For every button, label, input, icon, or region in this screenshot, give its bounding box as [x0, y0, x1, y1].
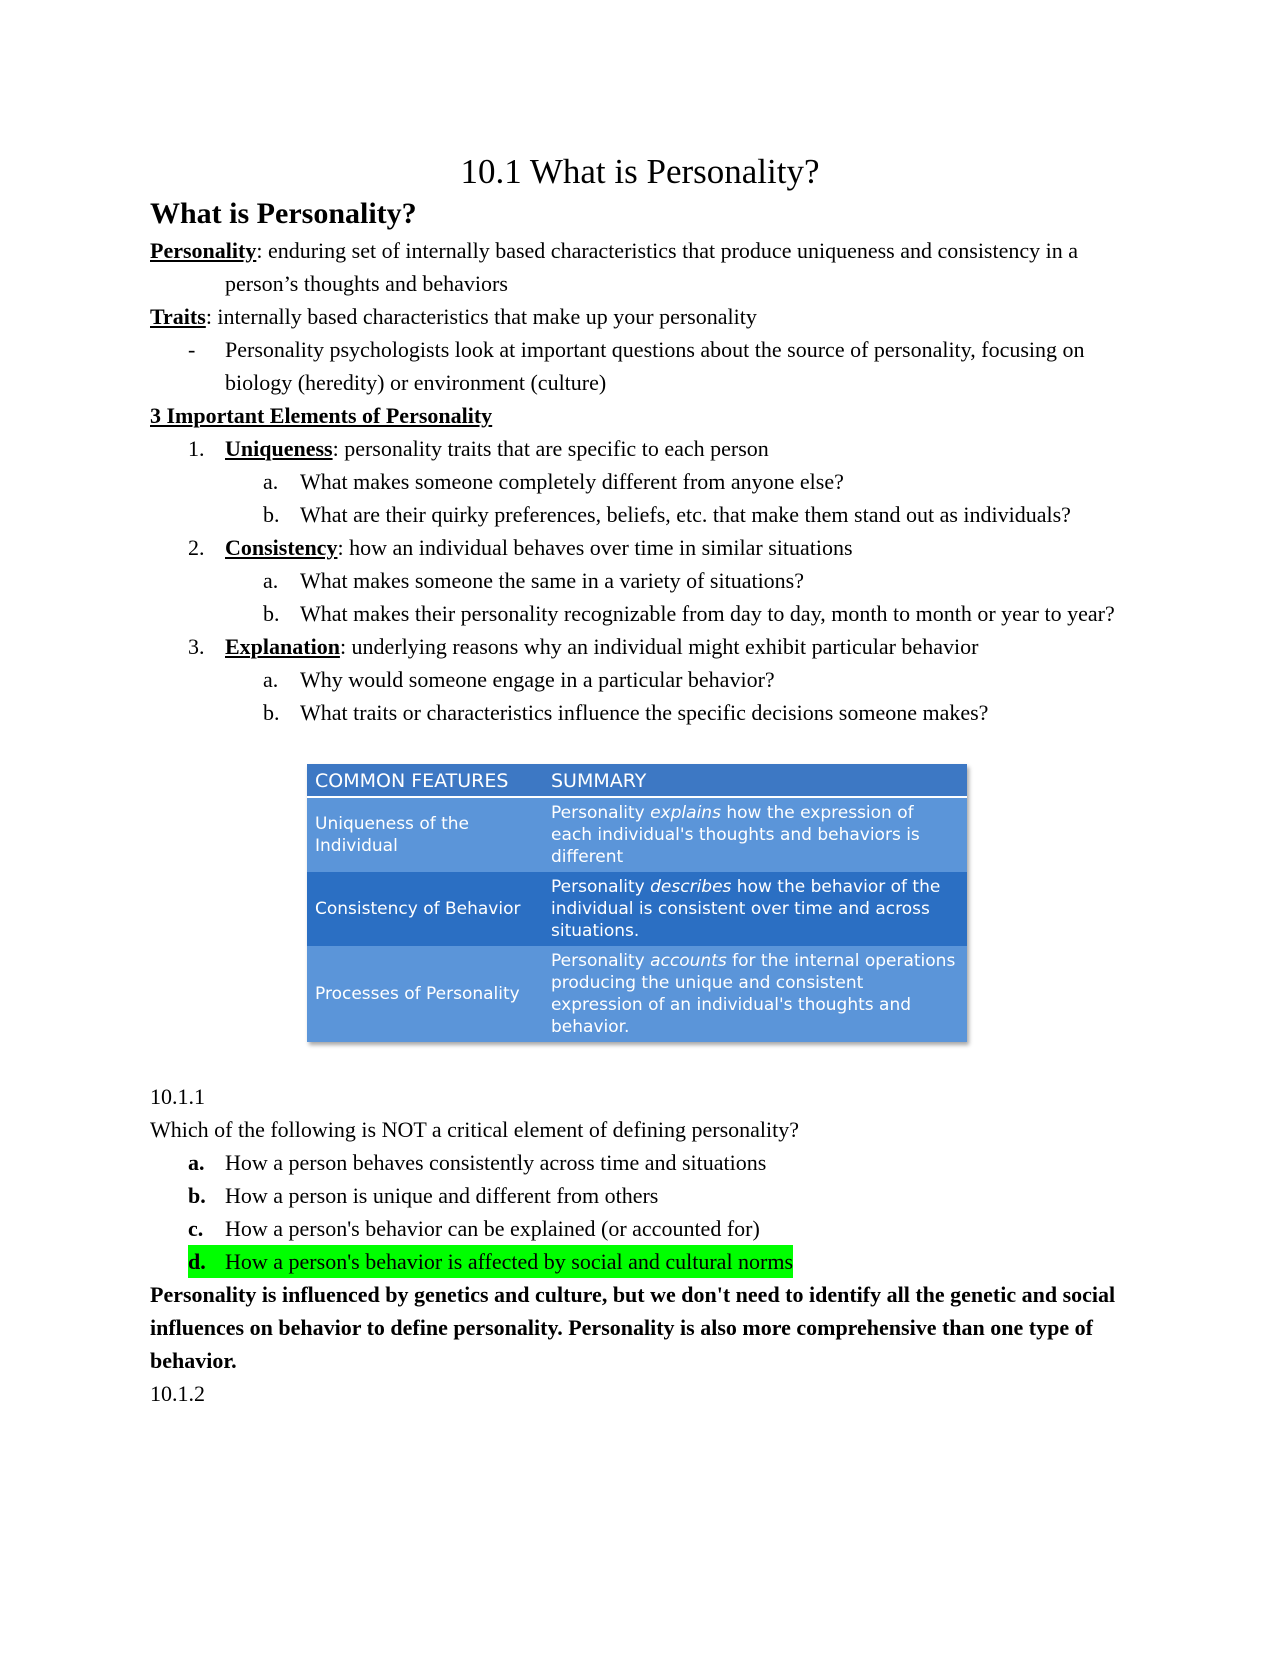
document-page	[150, 150, 1130, 1410]
sub-list-item	[150, 564, 1130, 597]
list-number: 2.	[188, 535, 205, 560]
table-row	[307, 797, 967, 872]
list-item	[150, 432, 1130, 465]
sub-list-marker: b.	[263, 601, 280, 626]
sub-list-text: Why would someone engage in a particular behavior?	[300, 667, 775, 692]
list-item	[150, 630, 1130, 663]
option-text-highlighted: How a person's behavior is affected by social and cultural norms	[225, 1245, 793, 1278]
option-text: How a person's behavior can be explained (or accounted for)	[225, 1216, 760, 1241]
sub-list-item	[150, 663, 1130, 696]
dash-marker: -	[188, 337, 196, 362]
traits-bullet-text: Personality psychologists look at important questions about the source of personality, focusing on biology (heredity) or environment (culture)	[225, 337, 1085, 395]
list-item-text: : underlying reasons why an individual might exhibit particular behavior	[339, 634, 979, 659]
list-item-text: : how an individual behaves over time in similar situations	[337, 535, 853, 560]
table-cell-feature: Consistency of Behavior	[307, 872, 543, 946]
answer-option-c	[150, 1212, 1130, 1245]
term-explanation: Explanation	[225, 634, 340, 659]
table-cell-summary: Personality explains how the expression of each individual's thoughts and behaviors is different	[543, 797, 967, 872]
list-item	[150, 531, 1130, 564]
option-marker: c.	[188, 1216, 204, 1241]
answer-option-b	[150, 1179, 1130, 1212]
answer-explanation: Personality is influenced by genetics and culture, but we don't need to identify all the genetic and social influences on behavior to define personality. Personality is also more comprehensive than one type of behavior.	[150, 1282, 1116, 1373]
table-header-row	[307, 764, 967, 797]
table-row	[307, 946, 967, 1042]
table-cell-feature: Uniqueness of the Individual	[307, 797, 543, 872]
sub-list-text: What makes someone completely different from anyone else?	[300, 469, 844, 494]
question-text: Which of the following is NOT a critical element of defining personality?	[150, 1117, 800, 1142]
sub-list-item	[150, 597, 1130, 630]
elements-heading: 3 Important Elements of Personality	[150, 403, 493, 428]
definition-personality-text: : enduring set of internally based characteristics that produce uniqueness and consistency in a person’s thoughts and behaviors	[225, 238, 1079, 296]
sub-list-text: What traits or characteristics influence the specific decisions someone makes?	[300, 700, 989, 725]
sub-list-item	[150, 465, 1130, 498]
answer-option-a	[150, 1146, 1130, 1179]
answer-option-d-correct	[150, 1245, 1130, 1278]
option-text: How a person behaves consistently across time and situations	[225, 1150, 767, 1175]
sub-list-text: What makes someone the same in a variety of situations?	[300, 568, 805, 593]
option-marker: b.	[188, 1183, 206, 1208]
sub-list-text: What are their quirky preferences, beliefs, etc. that make them stand out as individuals?	[300, 502, 1071, 527]
term-traits: Traits	[150, 304, 206, 329]
list-number: 3.	[188, 634, 205, 659]
list-number: 1.	[188, 436, 205, 461]
sub-list-marker: b.	[263, 502, 280, 527]
table-cell-summary: Personality describes how the behavior of the individual is consistent over time and across situations.	[543, 872, 967, 946]
table-row	[307, 872, 967, 946]
traits-bullet	[150, 333, 1130, 399]
sub-list-text: What makes their personality recognizable from day to day, month to month or year to year?	[300, 601, 1115, 626]
sub-list-marker: b.	[263, 700, 280, 725]
sub-list-marker: a.	[263, 568, 279, 593]
list-item-text: : personality traits that are specific to each person	[332, 436, 769, 461]
term-uniqueness: Uniqueness	[225, 436, 333, 461]
table-header-summary: SUMMARY	[543, 764, 967, 797]
section-heading: What is Personality?	[150, 197, 417, 230]
definition-traits	[150, 300, 1130, 333]
option-marker: a.	[188, 1150, 205, 1175]
document-title: 10.1 What is Personality?	[460, 152, 820, 191]
sub-list-marker: a.	[263, 469, 279, 494]
question-number: 10.1.1	[150, 1084, 205, 1109]
definition-personality	[150, 234, 1130, 300]
term-consistency: Consistency	[225, 535, 338, 560]
option-marker: d.	[188, 1245, 225, 1278]
common-features-table	[307, 764, 967, 1042]
question-number: 10.1.2	[150, 1381, 205, 1406]
sub-list-item	[150, 696, 1130, 729]
table-cell-summary: Personality accounts for the internal operations producing the unique and consistent expression of an individual's thoughts and behavior.	[543, 946, 967, 1042]
definition-traits-text: : internally based characteristics that make up your personality	[205, 304, 757, 329]
option-text: How a person is unique and different from others	[225, 1183, 659, 1208]
table-header-features: COMMON FEATURES	[307, 764, 543, 797]
table-cell-feature: Processes of Personality	[307, 946, 543, 1042]
sub-list-marker: a.	[263, 667, 279, 692]
sub-list-item	[150, 498, 1130, 531]
term-personality: Personality	[150, 238, 257, 263]
